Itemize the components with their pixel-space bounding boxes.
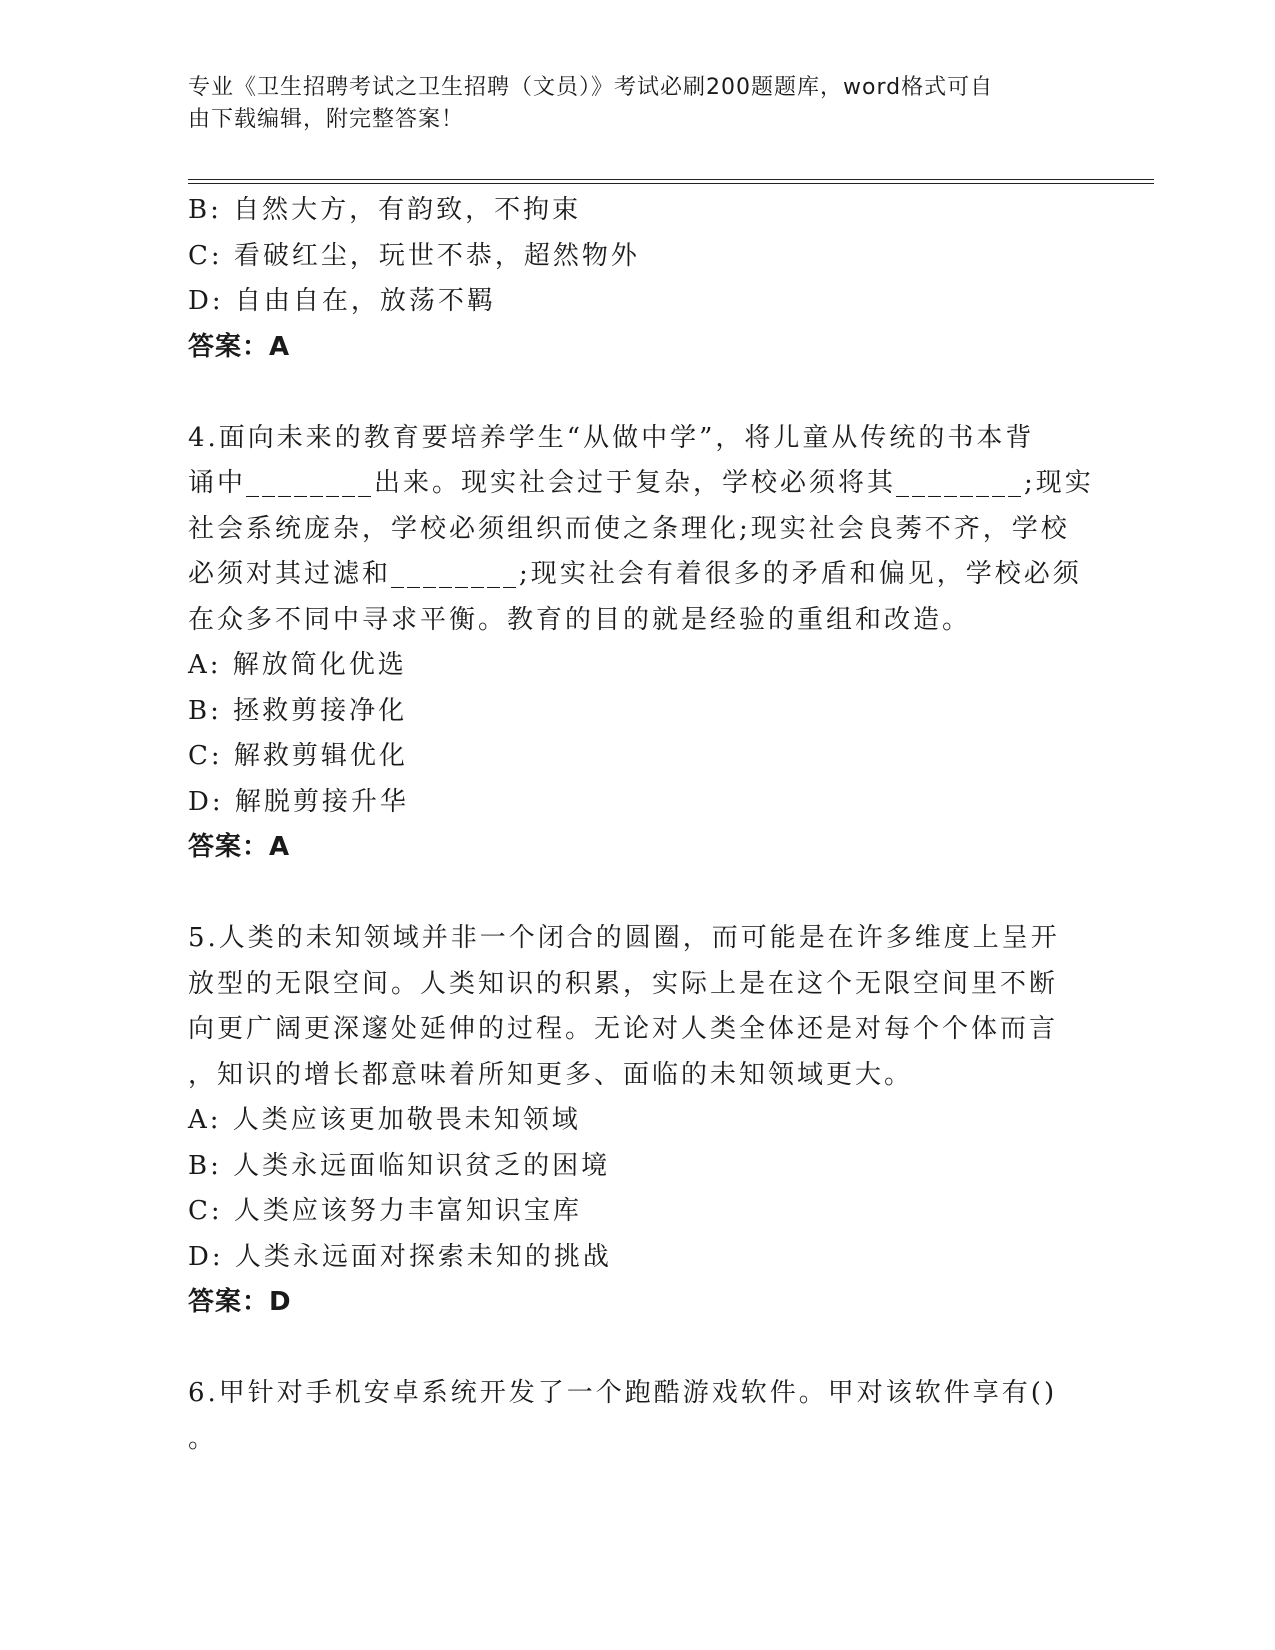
question-line: 6.甲针对手机安卓系统开发了一个跑酷游戏软件。甲对该软件享有() [188,1378,1058,1408]
question-6-text [188,1371,1068,1462]
header-rule-bottom [188,183,1154,184]
question-line: 5.人类的未知领域并非一个闭合的圆圈，而可能是在许多维度上呈开 [188,923,1060,953]
document-body [188,188,1094,1462]
option-b: B: 拯救剪接净化 [188,695,408,726]
question-line: 必须对其过滤和________;现实社会有着很多的矛盾和偏见，学校必须 [188,559,1082,589]
spacer [188,1326,1068,1372]
question-5-answer: 答案：D [188,1287,292,1317]
spacer [188,871,1068,917]
question-4-text [188,416,1094,644]
question-3-options [188,188,1068,325]
spacer [188,370,1068,416]
question-line: 在众多不同中寻求平衡。教育的目的就是经验的重组和改造。 [188,604,972,635]
question-line: 社会系统庞杂，学校必须组织而使之条理化;现实社会良莠不齐，学校 [188,513,1070,544]
question-5-text [188,916,1068,1098]
option-b: B: 自然大方，有韵致，不拘束 [188,195,582,225]
question-line: 4.面向未来的教育要培养学生“从做中学”，将儿童从传统的书本背 [188,422,1035,453]
option-d: D: 人类永远面对探索未知的挑战 [188,1241,612,1272]
option-c: C: 看破红尘，玩世不恭，超然物外 [188,240,640,271]
option-a: A: 解放简化优选 [188,650,407,680]
question-line: 向更广阔更深邃处延伸的过程。无论对人类全体还是对每个个体而言 [188,1014,1059,1044]
option-c: C: 人类应该努力丰富知识宝库 [188,1196,582,1226]
document-header [188,72,1068,136]
question-line: 。 [188,1423,218,1454]
question-line: 诵中________出来。现实社会过于复杂，学校必须将其________;现实 [188,468,1094,498]
question-3-answer: 答案：A [188,331,291,362]
header-line-1: 专业《卫生招聘考试之卫生招聘（文员）》考试必刷200题题库，word格式可自 [188,75,994,100]
question-line: ，知识的增长都意味着所知更多、面临的未知领域更大。 [188,1059,914,1090]
question-4-options [188,643,1068,825]
option-d: D: 自由自在，放荡不羁 [188,286,496,316]
option-d: D: 解脱剪接升华 [188,786,409,817]
question-5-options [188,1098,1068,1280]
question-4-answer: 答案：A [188,832,291,862]
header-rule-top [188,179,1154,180]
question-line: 放型的无限空间。人类知识的积累，实际上是在这个无限空间里不断 [188,968,1059,999]
option-a: A: 人类应该更加敬畏未知领域 [188,1105,581,1135]
header-line-2: 由下载编辑，附完整答案！ [188,107,465,132]
option-c: C: 解救剪辑优化 [188,741,408,771]
option-b: B: 人类永远面临知识贫乏的困境 [188,1150,611,1181]
